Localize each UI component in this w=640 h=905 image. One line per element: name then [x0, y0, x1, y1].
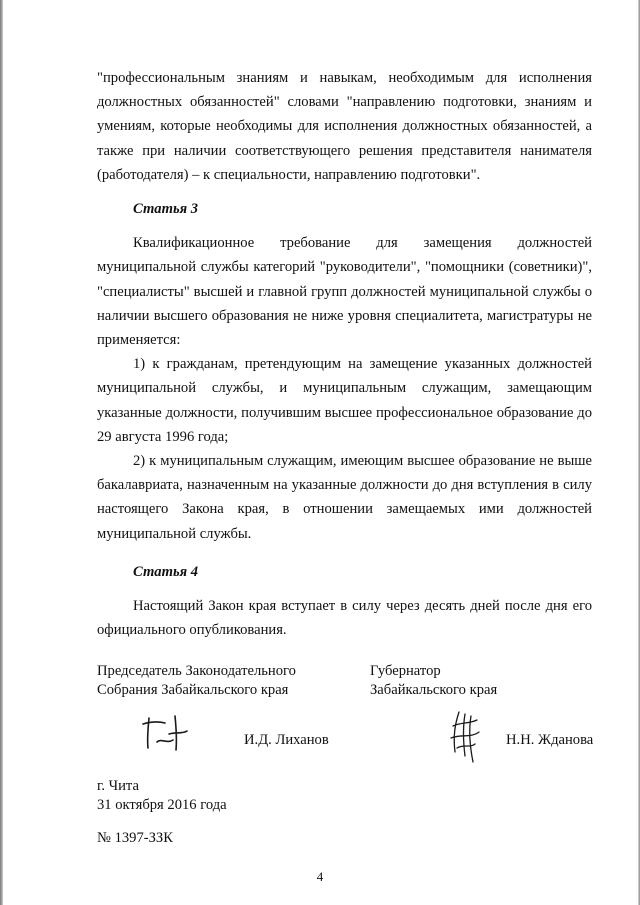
page-number: 4 — [316, 869, 324, 884]
left-title-line-2: Собрания Забайкальского края — [97, 682, 289, 698]
signing-date: 31 октября 2016 года — [97, 797, 227, 813]
left-signatory-name: И.Д. Лиханов — [244, 732, 329, 748]
article-3-main-paragraph: Квалификационное требование для замещения должностей муниципальной службы категорий "руководители", "помощники (советники)", "специалисты" высшей и главной групп должностей муниципальной службы о наличии высшего образования не ниже уровня специалитета, магистратуры не применяется: — [97, 235, 592, 349]
place-of-signing: г. Чита — [97, 778, 139, 794]
law-body-text — [97, 66, 592, 642]
law-number: № 1397-ЗЗК — [97, 830, 173, 846]
signatory-left-title — [97, 662, 296, 700]
place-and-date — [97, 777, 227, 815]
left-title-line-1: Председатель Законодательного — [97, 663, 296, 679]
article-3-item-2: 2) к муниципальным служащим, имеющим высшее образование не выше бакалавриата, назначенным на указанные должности до дня вступления в силу настоящего Закона края, в отношении замещаемых ими должностей муниципальной службы. — [97, 453, 592, 542]
scan-edge-left — [0, 0, 3, 905]
right-title-line-1: Губернатор — [370, 663, 441, 679]
right-handwritten-signature — [445, 708, 485, 766]
right-signatory-name: Н.Н. Жданова — [506, 732, 594, 748]
article-3-heading: Статья 3 — [133, 201, 199, 218]
intro-paragraph: "профессиональным знаниям и навыкам, необходимым для исполнения должностных обязанностей" словами "направлению подготовки, знаниям и умениям, которые необходимы для исполнения должностных обязанностей, а также при наличии соответствующего решения представителя нанимателя (работодателя) – к специальности, направлению подготовки". — [97, 70, 592, 183]
left-handwritten-signature — [139, 712, 191, 754]
article-4-heading: Статья 4 — [133, 563, 199, 580]
right-title-line-2: Забайкальского края — [370, 682, 498, 698]
article-3-item-1: 1) к гражданам, претендующим на замещение указанных должностей муниципальной службы, и муниципальным служащим, замещающим указанные должности, получившим высшее профессиональное образование до 29 августа 1996 года; — [97, 356, 592, 445]
article-4-main-paragraph: Настоящий Закон края вступает в силу через десять дней после дня его официального опубликования. — [97, 598, 592, 639]
signatory-right-title — [370, 662, 497, 700]
